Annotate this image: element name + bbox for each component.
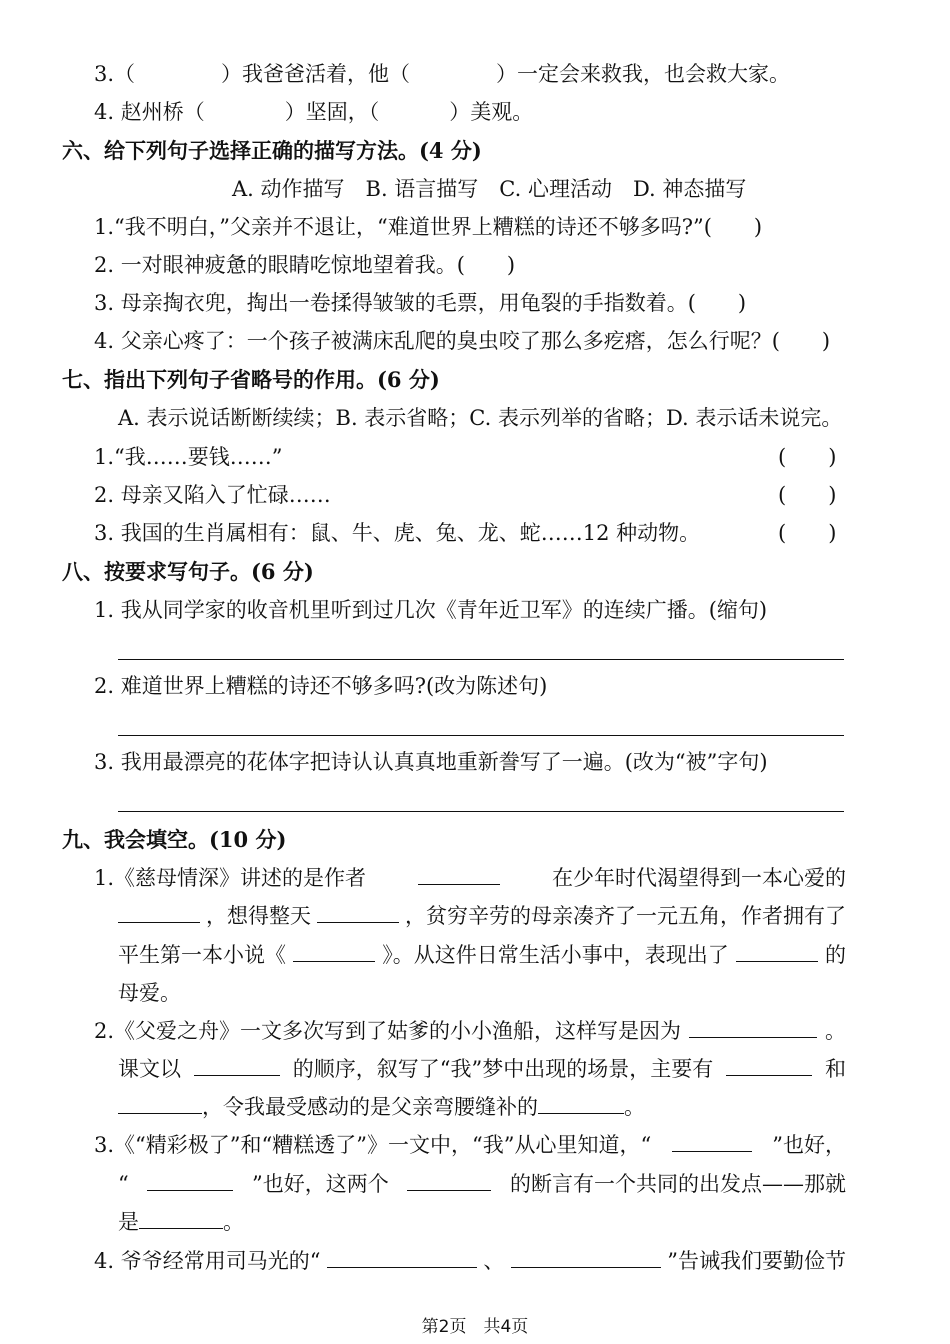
option-list: A. 表示说话断断续续；B. 表示省略；C. 表示列举的省略；D. 表示话未说完。 [118, 406, 843, 430]
fill-line: ，令我最受感动的是父亲弯腰缝补的 。 [118, 1093, 645, 1121]
fill-blank[interactable] [139, 1208, 223, 1229]
fill-line: 3.《“精彩极了”和“糟糕透了”》一文中，“我”从心里知道，“ ”也好， [94, 1133, 846, 1157]
section-title: 六、给下列句子选择正确的描写方法。(4 分) [62, 138, 482, 163]
question-item: 1.“我……要钱……” [94, 445, 283, 469]
fill-line: 母爱。 [118, 981, 181, 1005]
answer-paren[interactable]: ( ) [778, 521, 837, 545]
question-item: 2. 母亲又陷入了忙碌…… [94, 483, 331, 507]
answer-line[interactable] [118, 811, 844, 812]
question-item: 3. 我用最漂亮的花体字把诗认认真真地重新誊写了一遍。(改为“被”字句) [94, 750, 768, 774]
fill-line: 2.《父爱之舟》一文多次写到了姑爹的小小渔船，这样写是因为 。 [94, 1019, 846, 1043]
question-item: 4. 父亲心疼了：一个孩子被满床乱爬的臭虫咬了那么多疙瘩，怎么行呢？( ) [94, 329, 831, 353]
question-item: 2. 难道世界上糟糕的诗还不够多吗?(改为陈述句) [94, 674, 548, 698]
fill-blank[interactable] [511, 1247, 661, 1268]
fill-line: 1.《慈母情深》讲述的是作者 在少年时代渴望得到一本心爱的 [94, 866, 846, 890]
fill-blank[interactable] [407, 1170, 491, 1191]
section-title: 八、按要求写句子。(6 分) [62, 559, 314, 584]
question-item: 3. 母亲掏衣兜，掏出一卷揉得皱皱的毛票，用龟裂的手指数着。( ) [94, 291, 747, 315]
fill-line: 4. 爷爷经常用司马光的“ 、 ”告诫我们要勤俭节 [94, 1249, 846, 1273]
answer-line[interactable] [118, 735, 844, 736]
option-list: A. 动作描写 B. 语言描写 C. 心理活动 D. 神态描写 [232, 177, 747, 201]
question-item: 2. 一对眼神疲惫的眼睛吃惊地望着我。( ) [94, 253, 516, 277]
answer-line[interactable] [118, 659, 844, 660]
fill-blank[interactable] [147, 1170, 233, 1191]
section-title: 九、我会填空。(10 分) [62, 827, 287, 852]
answer-paren[interactable]: ( ) [778, 483, 837, 507]
fill-blank[interactable] [672, 1131, 752, 1152]
fill-blank[interactable] [293, 941, 375, 962]
question-item: 3. 我国的生肖属相有：鼠、牛、虎、兔、龙、蛇……12 种动物。 [94, 521, 701, 545]
fill-blank[interactable] [118, 1093, 202, 1114]
fill-line: 是 。 [118, 1210, 244, 1234]
fill-blank[interactable] [418, 864, 500, 885]
question-item: 1. 我从同学家的收音机里听到过几次《青年近卫军》的连续广播。(缩句) [94, 598, 768, 622]
fill-line: “ ”也好，这两个 的断言有一个共同的出发点——那就 [118, 1172, 846, 1196]
fill-blank[interactable] [538, 1093, 624, 1114]
fill-blank[interactable] [689, 1017, 817, 1038]
sec5-q3: 3.（ ）我爸爸活着，他（ ）一定会来救我，也会救大家。 [94, 62, 791, 86]
fill-line: ，想得整天 ，贫穷辛劳的母亲凑齐了一元五角，作者拥有了 [118, 902, 846, 930]
fill-line: 平生第一本小说《 》。从这件日常生活小事中，表现出了 的 [118, 943, 846, 967]
fill-blank[interactable] [736, 941, 818, 962]
section-title: 七、指出下列句子省略号的作用。(6 分) [62, 367, 440, 392]
fill-blank[interactable] [726, 1055, 812, 1076]
fill-blank[interactable] [118, 902, 200, 923]
fill-blank[interactable] [194, 1055, 280, 1076]
page-number: 第2页 共4页 [421, 1317, 529, 1337]
question-item: 1.“我不明白，”父亲并不退让，“难道世界上糟糕的诗还不够多吗?”( ) [94, 215, 763, 239]
sec5-q4: 4. 赵州桥（ ）坚固，（ ）美观。 [94, 100, 534, 124]
fill-blank[interactable] [317, 902, 399, 923]
answer-paren[interactable]: ( ) [778, 445, 837, 469]
fill-line: 课文以 的顺序，叙写了“我”梦中出现的场景，主要有 和 [118, 1057, 846, 1081]
fill-blank[interactable] [327, 1247, 477, 1268]
